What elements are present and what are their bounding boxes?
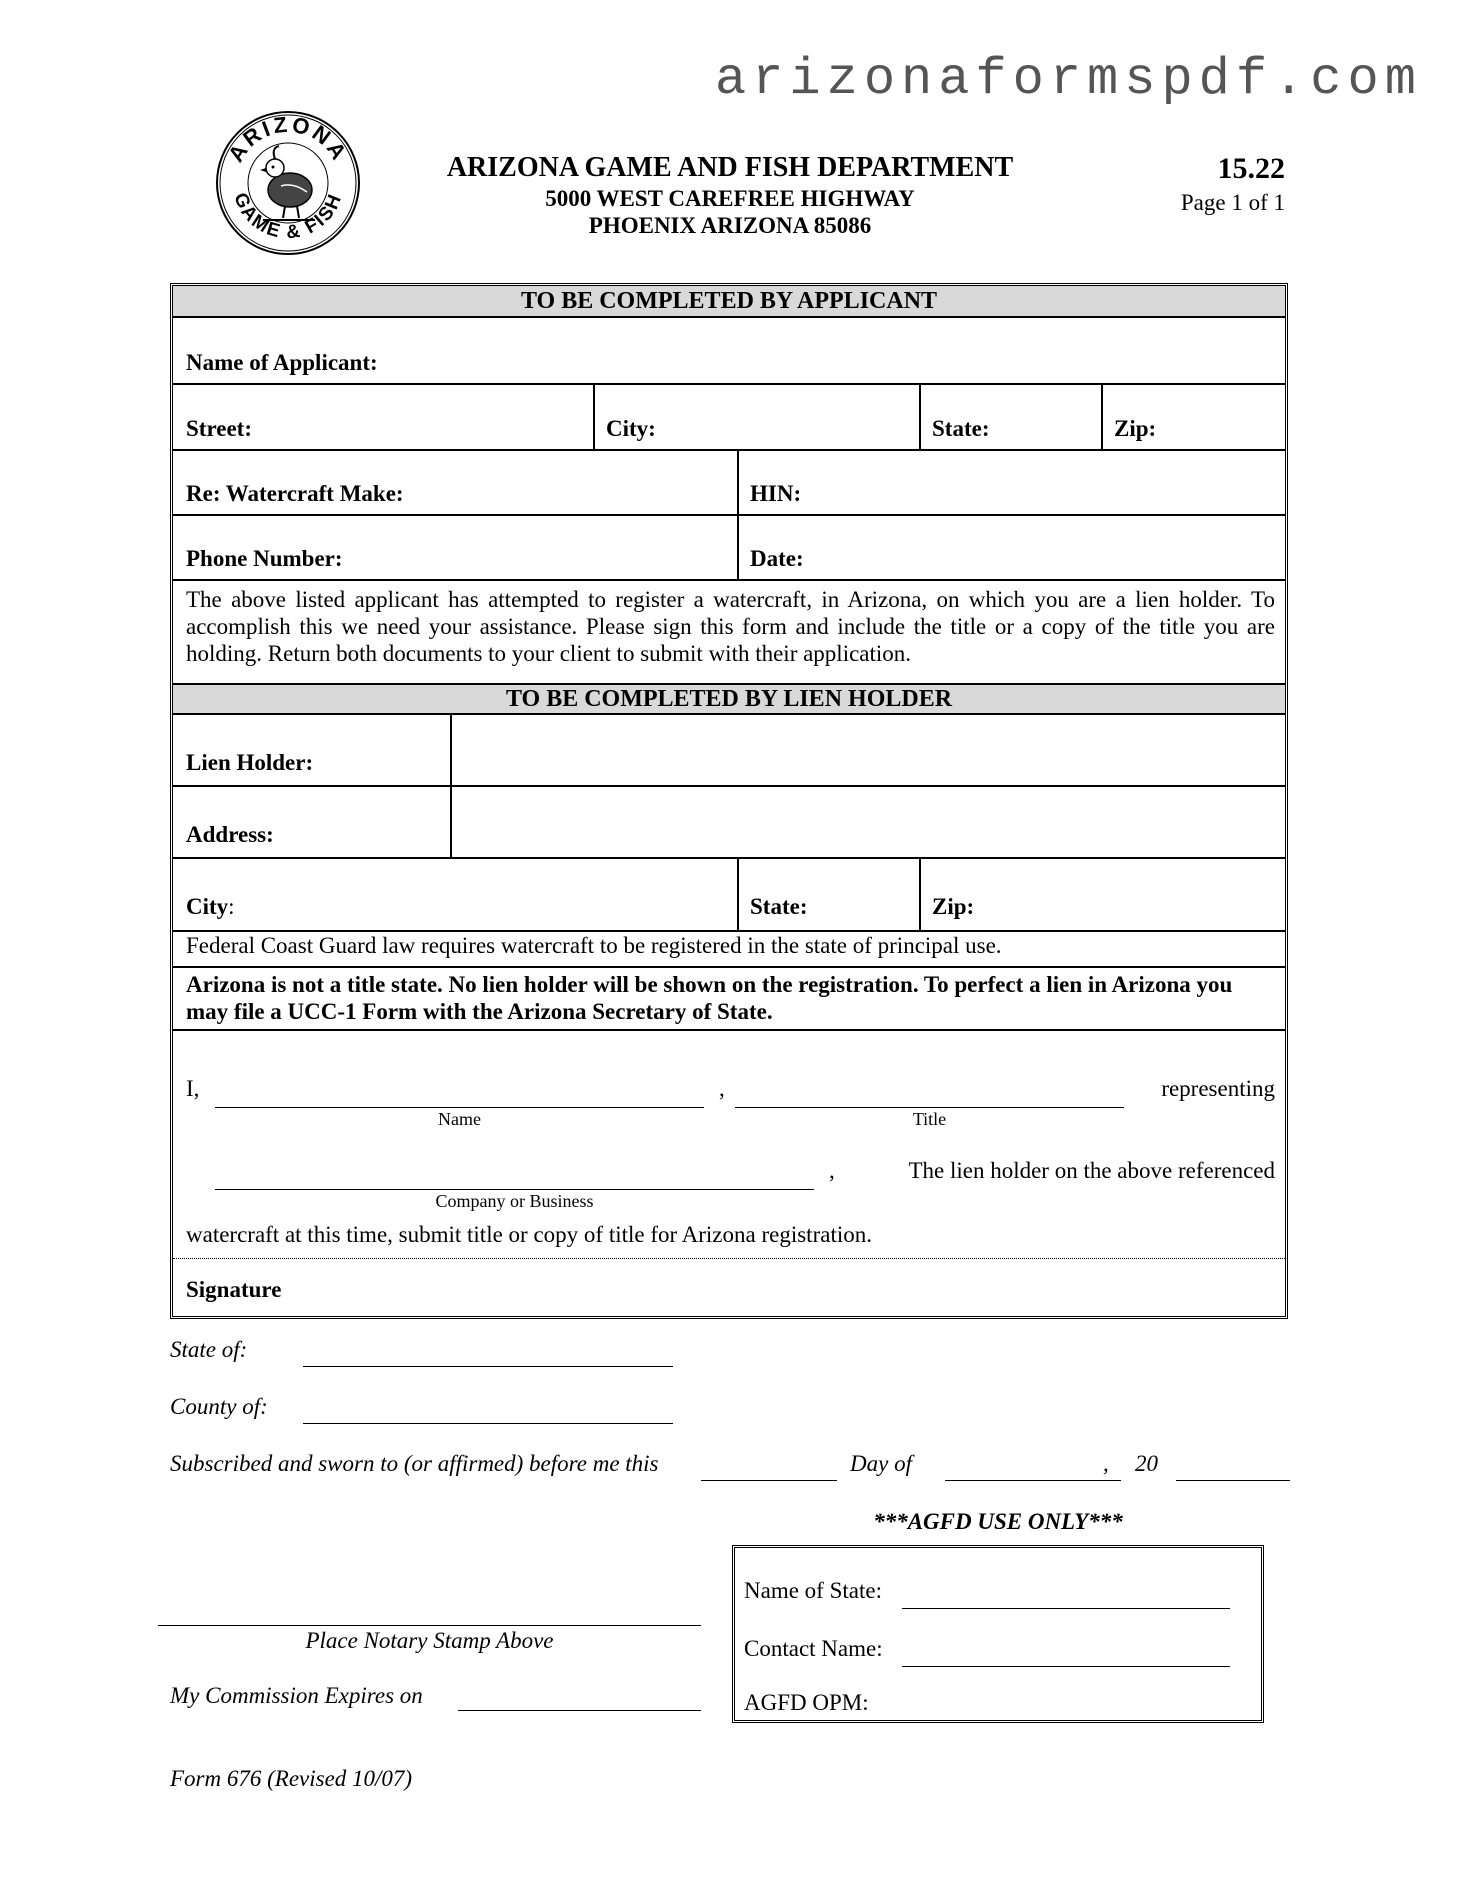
agfd-contact-line[interactable] <box>902 1666 1230 1667</box>
commission-line[interactable] <box>458 1710 701 1711</box>
title-state-note: Arizona is not a title state. No lien holder will be shown on the registration. To perfect a lien in Arizona you may file a UCC-1 Form with the Arizona Secretary of State. <box>186 972 1233 1024</box>
application-form-box <box>170 283 1288 1319</box>
day-line[interactable] <box>701 1480 837 1481</box>
date-label[interactable]: Date: <box>750 546 804 571</box>
state-of-line[interactable] <box>303 1366 673 1367</box>
form-revision: Form 676 (Revised 10/07) <box>170 1766 413 1791</box>
agency-street: 5000 WEST CAREFREE HIGHWAY <box>545 186 915 211</box>
notary-stamp-line <box>158 1625 701 1626</box>
notary-stamp-caption: Place Notary Stamp Above <box>305 1628 554 1653</box>
seal-top-text: ARIZONA <box>222 111 354 167</box>
representing-text: representing <box>1161 1076 1275 1101</box>
federal-law-note: Federal Coast Guard law requires watercraft to be registered in the state of principal use. <box>186 933 1002 958</box>
title-caption: Title <box>912 1109 947 1129</box>
sworn-text: Subscribed and sworn to (or affirmed) before me this <box>170 1451 659 1476</box>
county-of-label: County of: <box>170 1394 268 1419</box>
street-label[interactable]: Street: <box>186 416 252 441</box>
declaration-closing: watercraft at this time, submit title or copy of title for Arizona registration. <box>186 1222 872 1247</box>
declaration-i: I, <box>186 1076 200 1101</box>
state-label[interactable]: State: <box>932 416 990 441</box>
month-comma: , <box>1103 1451 1109 1476</box>
page-indicator: Page 1 of 1 <box>1180 190 1285 215</box>
day-of-text: Day of <box>850 1451 912 1476</box>
agfd-state-name-label: Name of State: <box>744 1578 882 1603</box>
watermark: arizonaformspdf.com <box>715 50 1422 109</box>
agfd-state-name-line[interactable] <box>902 1608 1230 1609</box>
agfd-use-only-box <box>732 1545 1264 1723</box>
company-line[interactable] <box>215 1189 814 1190</box>
name-caption: Name <box>438 1109 481 1129</box>
zip-label[interactable]: Zip: <box>1114 416 1157 441</box>
phone-number-label[interactable]: Phone Number: <box>186 546 343 571</box>
lien-city-colon: : <box>228 894 235 919</box>
agfd-contact-label: Contact Name: <box>744 1636 883 1661</box>
name-line[interactable] <box>215 1107 704 1108</box>
agfd-opm-label: AGFD OPM: <box>744 1690 869 1715</box>
year-prefix: 20 <box>1135 1451 1158 1476</box>
seal-bottom-text: GAME & FISH <box>229 189 347 244</box>
lien-address-label[interactable]: Address: <box>186 822 274 847</box>
lien-state-label[interactable]: State: <box>750 894 808 919</box>
declaration-comma-2: , <box>829 1158 835 1183</box>
applicant-name-label[interactable]: Name of Applicant: <box>186 350 378 375</box>
applicant-instructions: The above listed applicant has attempted to register a watercraft, in Arizona, on which you are a lien holder. To accomplish this we need your assistance. Please sign this form and include the title or a copy of the title you are holding. Return both documents to your client to submit with their application. <box>186 587 1275 666</box>
agency-city: PHOENIX ARIZONA 85086 <box>588 213 872 238</box>
form-number: 15.22 <box>1217 152 1285 185</box>
applicant-section-title: TO BE COMPLETED BY APPLICANT <box>173 286 1285 316</box>
company-caption: Company or Business <box>435 1191 594 1211</box>
lien-reference-text: The lien holder on the above referenced <box>908 1158 1275 1183</box>
title-line[interactable] <box>735 1107 1124 1108</box>
lien-city-label[interactable] <box>186 894 235 920</box>
agfd-use-only-title: ***AGFD USE ONLY*** <box>873 1509 1123 1534</box>
year-line[interactable] <box>1176 1480 1290 1481</box>
lien-holder-section-title: TO BE COMPLETED BY LIEN HOLDER <box>173 685 1285 713</box>
city-label[interactable]: City: <box>606 416 656 441</box>
commission-label: My Commission Expires on <box>170 1683 423 1708</box>
state-of-label: State of: <box>170 1337 248 1362</box>
lien-holder-label[interactable]: Lien Holder: <box>186 750 314 775</box>
svg-text:ARIZONA <box>223 112 353 167</box>
agency-name: ARIZONA GAME AND FISH DEPARTMENT <box>446 152 1014 183</box>
declaration-comma-1: , <box>719 1076 725 1101</box>
month-line[interactable] <box>945 1480 1121 1481</box>
lien-zip-label[interactable]: Zip: <box>932 894 975 919</box>
lien-city-text: City <box>186 894 229 919</box>
hin-label[interactable]: HIN: <box>750 481 802 506</box>
watercraft-make-label[interactable]: Re: Watercraft Make: <box>186 481 404 506</box>
county-of-line[interactable] <box>303 1423 673 1424</box>
quail-seal-icon <box>215 110 361 256</box>
signature-label[interactable]: Signature <box>186 1277 282 1302</box>
